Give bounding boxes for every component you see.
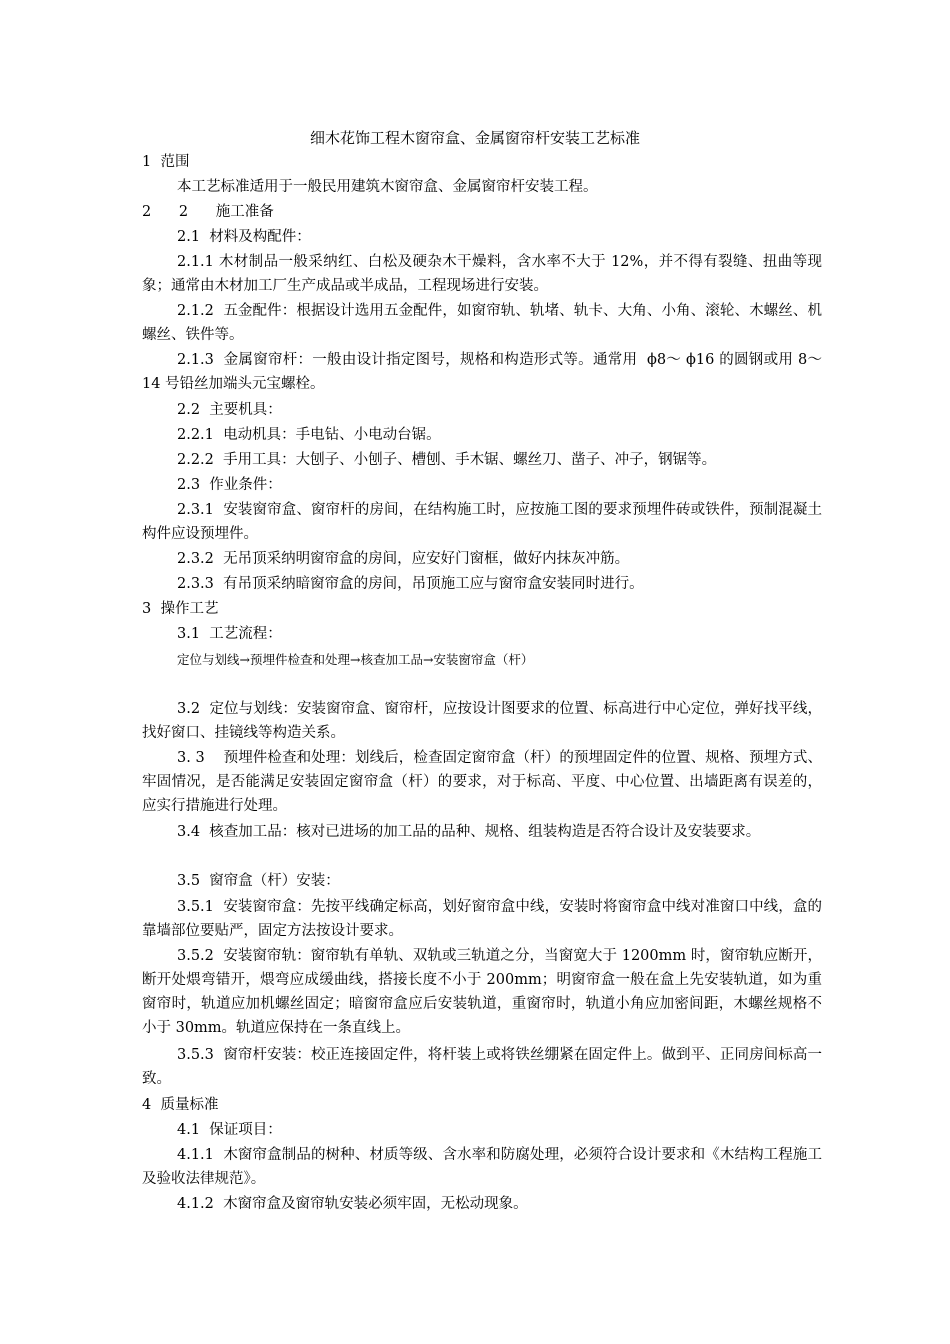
paragraph: 2.1.2 五金配件：根据设计选用五金配件，如窗帘轨、轨堵、轨卡、大角、小角、滚轮、木螺丝、机螺丝、铁件等。 <box>142 303 822 343</box>
section-heading: 3 操作工艺 <box>142 601 219 617</box>
paragraph: 3. 3 预埋件检查和处理：划线后，检查固定窗帘盒（杆）的预埋固定件的位置、规格、预埋方式、牢固情况，是否能满足安装固定窗帘盒（杆）的要求，对于标高、平度、中心位置、出墙距离有误差的，应实行措施进行处理。 <box>142 750 822 814</box>
paragraph: 3.5.1 安装窗帘盒：先按平线确定标高，划好窗帘盒中线，安装时将窗帘盒中线对准窗口中线，盒的靠墙部位要贴严，固定方法按设计要求。 <box>142 899 822 939</box>
paragraph: 4.1.1 木窗帘盒制品的树种、材质等级、含水率和防腐处理，必须符合设计要求和《木结构工程施工及验收法律规范》。 <box>142 1147 822 1187</box>
paragraph: 2.3.2 无吊顶采纳明窗帘盒的房间，应安好门窗框，做好内抹灰冲筋。 <box>177 551 630 567</box>
section-heading: 1 范围 <box>142 154 190 170</box>
paragraph: 3.4 核查加工品：核对已进场的加工品的品种、规格、组装构造是否符合设计及安装要求。 <box>177 824 761 840</box>
paragraph: 2.1.3 金属窗帘杆：一般由设计指定图号，规格和构造形式等。通常用 ϕ8～ ϕ16 的圆钢或用 8～14 号铅丝加端头元宝螺栓。 <box>142 352 822 392</box>
paragraph: 3.5.2 安装窗帘轨：窗帘轨有单轨、双轨或三轨道之分，当窗宽大于 1200mm 时，窗帘轨应断开，断开处煨弯错开，煨弯应成缓曲线，搭接长度不小于 200mm；明窗帘盒一般在盒上先安装轨道，如为重窗帘时，轨道应加机螺丝固定；暗窗帘盒应后安装轨道，重窗帘时，轨道小角应加密间距，木螺丝规格不小于 30mm。轨道应保持在一条直线上。 <box>142 948 822 1036</box>
subsection-heading: 3.1 工艺流程： <box>177 626 282 642</box>
paragraph: 3.2 定位与划线：安装窗帘盒、窗帘杆，应按设计图要求的位置、标高进行中心定位，弹好找平线，找好窗口、挂镜线等构造关系。 <box>142 701 822 741</box>
paragraph: 2.3.3 有吊顶采纳暗窗帘盒的房间，吊顶施工应与窗帘盒安装同时进行。 <box>177 576 644 592</box>
paragraph: 2.2.1 电动机具：手电钻、小电动台锯。 <box>177 427 441 443</box>
subsection-heading: 2.2 主要机具： <box>177 402 282 418</box>
subsection-heading: 2.3 作业条件： <box>177 477 282 493</box>
section-heading: 4 质量标准 <box>142 1097 219 1113</box>
paragraph: 2.1.1 木材制品一般采纳红、白松及硬杂木干燥料，含水率不大于 12%，并不得有裂缝、扭曲等现象；通常由木材加工厂生产成品或半成品，工程现场进行安装。 <box>142 254 822 294</box>
subsection-heading: 4.1 保证项目： <box>177 1122 282 1138</box>
paragraph: 本工艺标准适用于一般民用建筑木窗帘盒、金属窗帘杆安装工程。 <box>177 179 598 195</box>
paragraph: 2.3.1 安装窗帘盒、窗帘杆的房间，在结构施工时，应按施工图的要求预埋件砖或铁件，预制混凝土构件应设预埋件。 <box>142 502 822 542</box>
section-heading: 2 2 施工准备 <box>142 204 274 220</box>
paragraph: 2.2.2 手用工具：大刨子、小刨子、槽刨、手木锯、螺丝刀、凿子、冲子，钢锯等。 <box>177 452 717 468</box>
paragraph: 4.1.2 木窗帘盒及窗帘轨安装必须牢固，无松动现象。 <box>177 1196 528 1212</box>
subsection-heading: 3.5 窗帘盒（杆）安装： <box>177 873 340 889</box>
subsection-heading: 2.1 材料及构配件： <box>177 229 311 245</box>
process-flow: 定位与划线→预埋件检查和处理→核查加工品→安装窗帘盒（杆） <box>177 652 534 667</box>
paragraph: 3.5.3 窗帘杆安装：校正连接固定件，将杆装上或将铁丝绷紧在固定件上。做到平、正同房间标高一致。 <box>142 1047 822 1087</box>
document-title: 细木花饰工程木窗帘盒、金属窗帘杆安装工艺标准 <box>309 129 640 147</box>
